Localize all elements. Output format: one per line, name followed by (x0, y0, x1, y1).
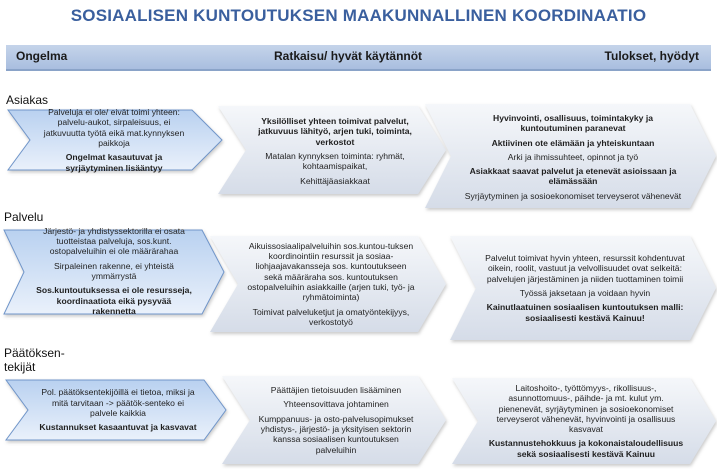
text-line: Sirpaleinen rakenne, ei yhteistä ymmärrystä (54, 260, 174, 281)
solution-text-paatoksentekijat (258, 378, 414, 462)
text-line: Laitoshoito-, työttömyys-, rikollisuus-, asunnottomuus-, päihde- ja mt. kulut ym. pienenevät, syrjäytyminen ja sosioekonomiset terveyserot vähenevät, hyvinvointi ja osallisuus kasvavat (496, 382, 676, 435)
problem-text-asiakas (40, 107, 188, 173)
row-label-line: tekijät (4, 360, 36, 374)
results-text-asiakas (462, 108, 684, 206)
text-line: Työssä jaksetaan ja voidaan hyvin (519, 288, 651, 298)
solution-text-asiakas (256, 110, 414, 192)
results-text-paatoksentekijat (486, 378, 686, 464)
results-text-palvelu (484, 238, 686, 338)
row-label-palvelu: Palvelu (4, 210, 44, 224)
problem-text-paatoksentekijat (38, 382, 198, 438)
text-line: Ongelmat kasautuvat ja syrjäytyminen lisääntyy (65, 152, 163, 173)
text-line: Yhteensovittava johtaminen (283, 399, 389, 410)
text-line: Sos.kuntoutuksessa ei ole resursseja, koordinaatiota eikä pysyvää rakennetta (36, 285, 192, 316)
text-line: Järjestö- ja yhdistyssektorilla ei osata tuotteistaa palveluja, sos.kunt. ostopalveluihin ei ole määrärahaa (43, 225, 185, 257)
text-line: Palveluja ei ole/ eivät toimi yhteen: palvelu-aukot, sirpaleisuus, ei jatkuvuutta työtä eikä mat.kynnyksen paikkoja (43, 107, 185, 148)
text-line: Kehittäjäasiakkaat (300, 175, 370, 186)
text-line: Toimivat palveluketjut ja omatyöntekijyys, verkostotyö (252, 306, 410, 327)
text-line: Pol. päätöksentekijöillä ei tietoa, miksi ja mitä tarvitaan -> päätök-senteko ei palvele kaikkia (41, 387, 195, 418)
problem-text-palvelu (34, 225, 194, 316)
row-label-asiakas: Asiakas (6, 93, 49, 107)
header-results: Tulokset, hyödyt (604, 49, 699, 63)
text-line: Yksilölliset yhteen toimivat palvelut, jatkuvuus lähityö, arjen tuki, toiminta, verkostot (258, 116, 412, 147)
text-line: Palvelut toimivat hyvin yhteen, resurssit kohdentuvat oikein, roolit, vastuut ja velvollisuudet ovat selkeitä: palvelujen järjestäminen ja niiden tuottaminen toimii (485, 253, 685, 284)
header-problem: Ongelma (16, 49, 68, 63)
text-line: Kainutlaatuinen sosiaalisen kuntoutuksen malli: sosiaalisesti kestävä Kainuu! (486, 302, 684, 323)
text-line: Aikuissosiaalipalveluihin sos.kuntou-tuksen koordinointiin resurssit ja sosiaa-liohjaajavakansseja sos. kuntoutukseen sekä määräraha sos. kuntoutuksen ostopalveluihin asiakkaille (arjen tuki, työ- ja ryhmätoiminta) (247, 240, 415, 303)
solution-text-palvelu (246, 238, 416, 330)
text-line: Kumppanuus- ja osto-palvelusopimukset yhdistys-, järjestö- ja yksityisen sektorin kanssa sosiaalisen kuntoutuksen palveluihin (258, 413, 414, 455)
text-line: Asiakkaat saavat palvelut ja etenevät asioissaan ja elämässään (469, 166, 677, 187)
text-line: Matalan kynnyksen toiminta: ryhmät, kohtaamispaikat, (265, 151, 405, 172)
text-line: Arki ja ihmissuhteet, opinnot ja työ (507, 151, 639, 162)
text-line: Hyvinvointi, osallisuus, toimintakyky ja kuntoutuminen paranevat (493, 112, 653, 134)
page-title: SOSIAALISEN KUNTOUTUKSEN MAAKUNNALLINEN KOORDINAATIO (70, 6, 647, 25)
text-line: Päättäjien tietoisuuden lisääminen (270, 385, 402, 396)
header-solution: Ratkaisu/ hyvät käytännöt (274, 49, 423, 63)
text-line: Kustannustehokkuus ja kokonaistaloudellisuus sekä sosiaalisesti kestävä Kainuu (488, 438, 684, 459)
row-label-line: Päätöksen- (4, 346, 65, 360)
text-line: Syrjäytyminen ja sosioekonomiset terveyserot vähenevät (464, 190, 682, 201)
row-label-paatoksentekijat (4, 346, 65, 374)
text-line: Kustannukset kasaantuvat ja kasvavat (39, 422, 197, 433)
text-line: Aktiivinen ote elämään ja yhteiskuntaan (491, 137, 655, 148)
